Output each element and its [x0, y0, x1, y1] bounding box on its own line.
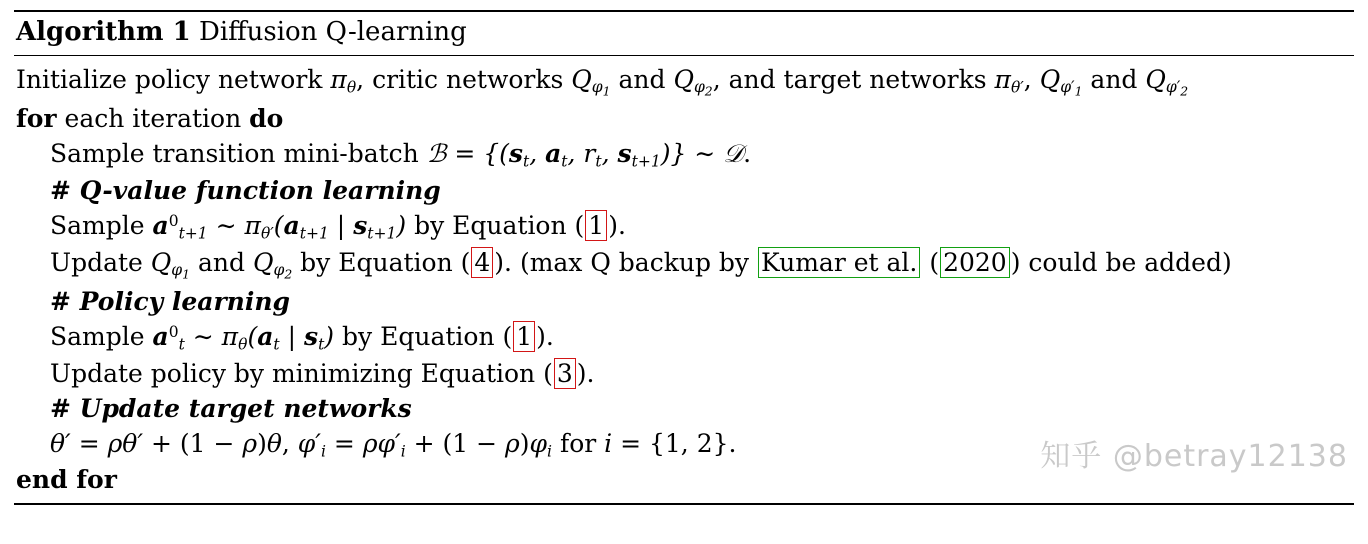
- algorithm-title: [14, 12, 1354, 55]
- line-sample-a: [16, 319, 1352, 356]
- close-2: ).: [536, 321, 554, 351]
- close-1: ).: [608, 210, 626, 240]
- line-for: [16, 101, 1352, 136]
- line-update-policy: [16, 356, 1352, 391]
- math-q-phi1-prime: $Q_{\varphi'_1}$: [1039, 65, 1083, 99]
- init-and-1: and: [610, 65, 674, 94]
- max-q-text: ). (max Q backup by: [494, 247, 750, 277]
- equation-ref-1[interactable]: 1: [585, 210, 607, 241]
- citation-author-link[interactable]: Kumar et al.: [758, 247, 920, 278]
- line-update-q: Update $Q_{\varphi_1}$ and $Q_{\varphi_2}$ by Equation ( 4 ). (max Q backup by Kumar et al. ( 2020 ) could be added): [50, 247, 1232, 282]
- update-policy-text: Update policy by minimizing Equation (: [50, 358, 553, 388]
- line-sample-batch: [16, 136, 1352, 173]
- sample-label-1: Sample: [50, 210, 145, 240]
- math-q-phi1-b: $Q_{\varphi_1}$: [150, 247, 191, 282]
- math-q-phi2: $Q_{\varphi_2}$: [673, 65, 713, 99]
- math-target-update: θ′ = ρθ′ + (1 − ρ)θ, $\varphi'_i = \rho\varphi'_i + (1 - \rho)\varphi_i$ for i = {1, 2}.: [50, 428, 737, 461]
- keyword-do: do: [249, 104, 284, 134]
- by-equation-1: by Equation (: [414, 210, 585, 240]
- sample-label-2: Sample: [50, 321, 145, 351]
- by-equation-4: by Equation (: [300, 247, 471, 277]
- algorithm-block: [14, 10, 1354, 505]
- math-q-phi1: $Q_{\varphi_1}$: [571, 65, 611, 99]
- init-and-2: and: [1082, 65, 1146, 94]
- could-be-added: ) could be added): [1010, 247, 1232, 277]
- math-pi-theta-prime: $\pi_{\theta'}$: [994, 65, 1024, 97]
- math-sample-a-next: $a^0_{t+1}$ ∼ $\pi_{\theta'}(a_{t+1}$ | $s_{t+1}$): [152, 210, 407, 243]
- math-q-phi2-b: $Q_{\varphi_2}$: [252, 247, 293, 282]
- algorithm-name: Diffusion Q-learning: [198, 17, 467, 47]
- math-sample-a: $a^0_t$ ∼ $\pi_\theta(a_t$ | $s_t$): [152, 321, 335, 354]
- math-q-phi2-prime: $Q_{\varphi'_2}$: [1145, 65, 1189, 99]
- comment-update-targets: # Update target networks: [50, 393, 412, 423]
- algorithm-caption: Algorithm 1: [16, 17, 191, 47]
- update-q-and: and: [197, 247, 245, 277]
- sample-batch-text: Sample transition mini-batch: [50, 139, 419, 169]
- by-equation-2: by Equation (: [342, 321, 513, 351]
- citation-year-link[interactable]: 2020: [940, 247, 1010, 278]
- comment-q-value-learning: # Q-value function learning: [50, 175, 441, 205]
- init-prefix: Initialize policy network: [16, 65, 331, 94]
- rule-bottom: [14, 503, 1354, 505]
- math-batch-def: ℬ = {($s_t$, $a_t$, $r_t$, $s_{t+1}$)} ∼ 𝒟.: [426, 139, 752, 171]
- watermark-text: 知乎 @betray12138: [1040, 439, 1348, 475]
- line-sample-a-next: [16, 208, 1352, 245]
- line-initialize: Initialize policy network $\pi_\theta$, critic networks $Q_{\varphi_1}$ and $Q_{\varphi_2}$, and target networks $\pi_{\theta'}$, $Q_{\varphi'_1}$ and $Q_{\varphi'_2}$: [16, 65, 1189, 99]
- comment-policy-learning: # Policy learning: [50, 286, 291, 316]
- close-3: ).: [576, 358, 595, 388]
- equation-ref-1b[interactable]: 1: [513, 321, 535, 352]
- keyword-for: for: [16, 104, 57, 134]
- text-each-iteration: each iteration: [56, 104, 250, 134]
- equation-ref-3[interactable]: 3: [554, 358, 576, 389]
- math-pi-theta: $\pi_\theta$: [330, 65, 357, 97]
- equation-ref-4[interactable]: 4: [471, 247, 493, 278]
- init-mid1: , critic networks: [356, 65, 572, 94]
- update-q-label: Update: [50, 247, 143, 277]
- line-end-for: end for: [16, 465, 117, 495]
- init-mid2: , and target networks: [712, 65, 995, 94]
